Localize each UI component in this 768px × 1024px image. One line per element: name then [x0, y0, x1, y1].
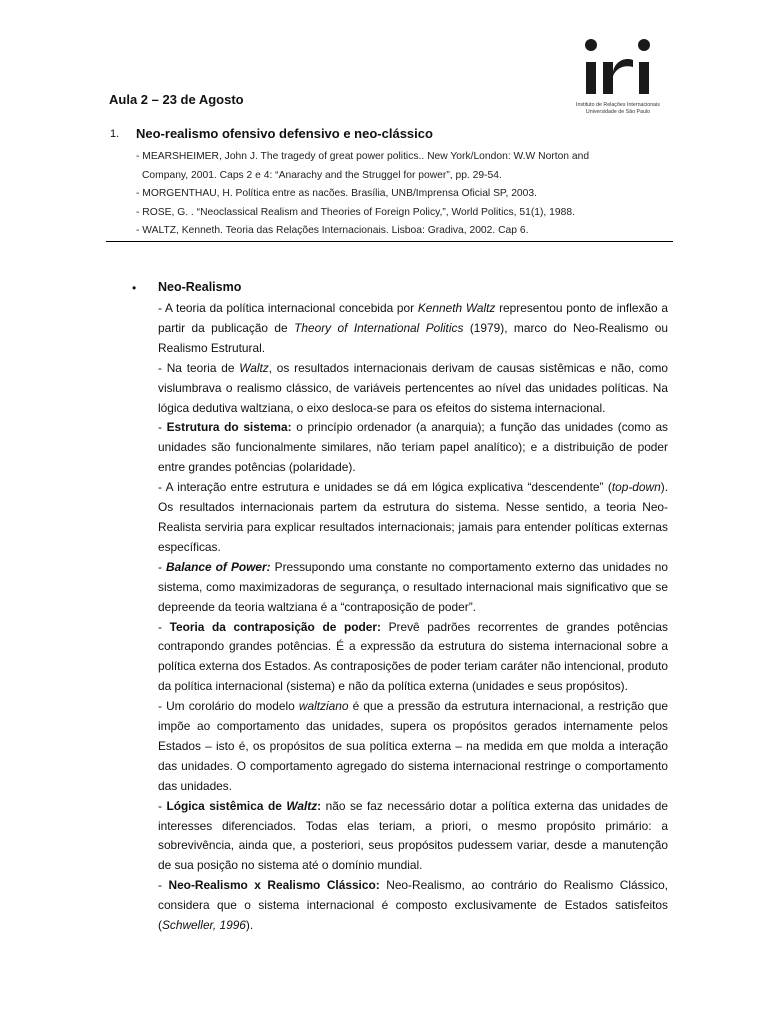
section-number: 1.: [110, 128, 120, 140]
horizontal-divider: [106, 241, 673, 242]
reference-line: Company, 2001. Caps 2 e 4: “Anarachy and the Struggel for power”, pp. 29-54.: [142, 169, 502, 181]
logo-line-1: Instituto de Relações Internacionais: [576, 102, 660, 108]
section-heading: Neo-realismo ofensivo defensivo e neo-clássico: [136, 126, 433, 141]
lesson-title: Aula 2 – 23 de Agosto: [109, 92, 244, 107]
paragraph-neo-vs-classical: - Neo-Realismo x Realismo Clássico: Neo-Realismo, ao contrário do Realismo Clássico, considera que o sistema internacional é composto exclusivamente de Estados satisfeitos (Schweller, 1996).: [158, 878, 668, 933]
iri-logo-mark: [580, 36, 656, 100]
paragraph-balance-of-power: - Balance of Power: Pressupondo uma constante no comportamento externo das unidades no sistema, como maximizadoras de segurança, o resultado internacional mais significativo que se depreende da teoria waltziana é a “contraposição de poder”.: [158, 559, 668, 614]
paragraph-system-structure: - Estrutura do sistema: o princípio ordenador (a anarquia); a função das unidades (como as unidades são funcionalmente similares, não teriam papel analítico); e a distribuição de poder entre grandes potências (polaridade).: [158, 420, 669, 475]
logo-line-2: Universidade de São Paulo: [585, 109, 651, 115]
paragraph-top-down: - A interação entre estrutura e unidades se dá em lógica explicativa “descendente” (top-down). Os resultados internacionais partem da estrutura do sistema. Nesse sentido, a teoria Neo-Realista serviria para explicar resultados internacionais; jamais para entender políticas externas específicas.: [158, 480, 668, 554]
paragraph-contraposition-theory: - Teoria da contraposição de poder: Prevê padrões recorrentes de grandes potências contrapondo grandes potências. É a expressão da estrutura do sistema internacional sobre a política externa dos Estados. As contraposições de poder teriam caráter não intencional, produto da política internacional (sistema) e não da política externa (unidades e seus propósitos).: [158, 619, 668, 694]
institution-logo: [563, 36, 673, 120]
paragraph-waltzian-corollary: - Um corolário do modelo waltziano é que a pressão da estrutura internacional, a restrição que impõe ao comportamento das unidades, supera os propósitos gerados internamente pelos Estados – isto é, os propósitos de sua política externa – na medida em que molda a interação das unidades. O comportamento agregado do sistema internacional restringe o comportamento das unidades.: [158, 699, 669, 793]
bullet-icon: •: [132, 281, 137, 295]
subsection-heading: Neo-Realismo: [158, 280, 242, 294]
paragraph-systemic-causes: - Na teoria de Waltz, os resultados internacionais derivam de causas sistêmicas e não, como vislumbrava o realismo clássico, de variáveis pertencentes ao nível das unidades políticas. Na lógica dedutiva waltziana, o eixo desloca-se para os efeitos do sistema internacional.: [158, 360, 668, 415]
reference-line: - WALTZ, Kenneth. Teoria das Relações Internacionais. Lisboa: Gradiva, 2002. Cap 6.: [136, 225, 529, 237]
reference-line: - MORGENTHAU, H. Política entre as nacões. Brasília, UNB/Imprensa Oficial SP, 2003.: [136, 188, 537, 200]
body-text: [158, 299, 668, 936]
paragraph-systemic-logic: - Lógica sistêmica de Waltz: não se faz necessário dotar a política externa das unidades de interesses diferenciados. Todas elas teriam, a priori, o mesmo propósito primário: a sobrevivência, ainda que, a posteriori, seus propósitos pudessem variar, desde a manutenção de sua posição no sistema até o domínio mundial.: [158, 798, 668, 873]
reference-list: [136, 148, 676, 241]
paragraph-waltz-theory: - A teoria da política internacional concebida por Kenneth Waltz representou ponto de inflexão a partir da publicação de Theory of International Politics (1979), marco do Neo-Realismo ou Realismo Estrutural.: [158, 301, 669, 355]
reference-line: - ROSE, G. . “Neoclassical Realism and Theories of Foreign Policy,”, World Politics, 51(1), 1988.: [136, 206, 575, 218]
reference-line: - MEARSHEIMER, John J. The tragedy of great power politics.. New York/London: W.W Norton and: [136, 151, 590, 162]
